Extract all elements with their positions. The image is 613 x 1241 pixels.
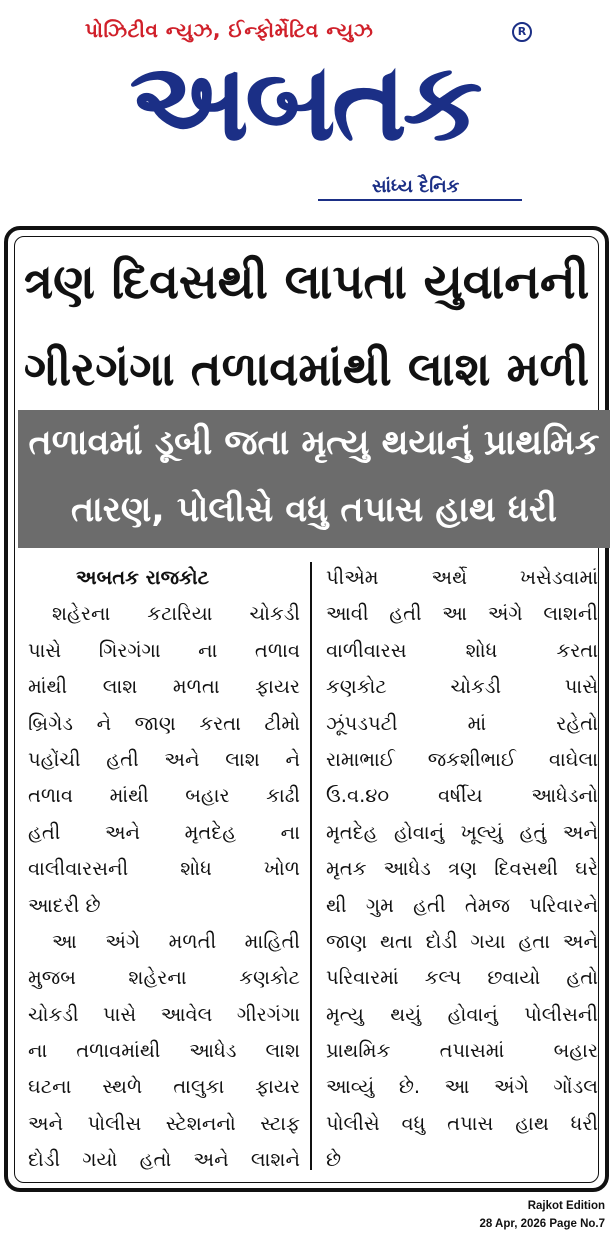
article-subheadline [18, 410, 610, 548]
masthead-subtitle: સાંધ્ય દૈનિક [372, 176, 460, 197]
body-line: ચોકડી પાસે આવેલ ગીરગંગા [28, 1002, 300, 1026]
article-column-right [326, 560, 598, 1179]
body-line: પરિવારમાં કલ્પ છવાયો હતો [326, 966, 598, 990]
body-line: પહોંચી હતી અને લાશ ને [28, 747, 300, 771]
body-line: કણકોટ ચોકડી પાસે [326, 675, 598, 699]
newspaper-logo[interactable] [84, 40, 524, 165]
body-line: હતી અને મૃતદેહ ના [28, 820, 300, 844]
registered-trademark-icon: R [512, 22, 532, 42]
body-line: મૃતક આધેડ ત્રણ દિવસથી ઘરે [326, 857, 598, 881]
column-divider [310, 562, 312, 1170]
body-line: માંથી લાશ મળતા ફાયર [28, 675, 300, 699]
body-line: જાણ થતા દોડી ગયા હતા અને [326, 929, 598, 953]
body-line: વાળીવારસ શોધ કરતા [326, 638, 598, 662]
page-footer [479, 1197, 605, 1233]
body-line: રામાભાઈ જકશીભાઈ વાઘેલા [326, 747, 598, 771]
body-line: મૃત્યુ થયું હોવાનું પોલીસની [326, 1002, 598, 1026]
body-line: પાસે ગિરગંગા ના તળાવ [28, 638, 300, 662]
body-line: ના તળાવમાંથી આધેડ લાશ [28, 1039, 300, 1063]
body-line: અને પોલીસ સ્ટેશનનો સ્ટાફ [28, 1111, 300, 1135]
body-line: છે [326, 1148, 342, 1172]
logo-text: અબતક [129, 40, 479, 165]
headline-line: ત્રણ દિવસથી લાપતા યુવાનની [23, 255, 590, 310]
body-line: આદરી છે [28, 893, 101, 917]
edition-label: Rajkot Edition [527, 1200, 605, 1212]
body-line: મુજબ શહેરના કણકોટ [28, 966, 300, 990]
body-line: પ્રાથમિક તપાસમાં બહાર [326, 1039, 598, 1063]
body-line: વાલીવારસની શોધ ખોળ [28, 857, 300, 881]
body-line: ઘટના સ્થળે તાલુકા ફાયર [28, 1075, 300, 1099]
article-headline [18, 240, 595, 412]
body-line: ઝૂંપડપટી માં રહેતો [326, 711, 598, 735]
date-page-label: 28 Apr, 2026 Page No.7 [479, 1218, 605, 1230]
masthead-tagline: પોઝિટીવ ન્યુઝ, ઈન્ફોર્મેટિવ ન્યુઝ [85, 18, 374, 42]
body-line: ઉ.વ.૪૦ વર્ષીય આધેડનો [326, 784, 598, 808]
masthead [0, 0, 613, 222]
body-line: આવ્યું છે. આ અંગે ગોંડલ [326, 1075, 598, 1099]
body-line: દોડી ગયો હતો અને લાશને [28, 1148, 300, 1172]
subheadline-line: તારણ, પોલીસે વધુ તપાસ હાથ ધરી [71, 490, 557, 530]
body-line: બ્રિગેડ ને જાણ કરતા ટીમો [28, 711, 300, 735]
body-line: મૃતદેહ હોવાનું ખૂલ્યું હતું અને [326, 820, 598, 844]
body-line: આવી હતી આ અંગે લાશની [326, 602, 598, 626]
body-line: તળાવ માંથી બહાર કાઢી [28, 784, 300, 808]
subheadline-line: તળાવમાં ડૂબી જતા મૃત્યુ થયાનું પ્રાથમિક [28, 423, 600, 463]
body-line: પોલીસે વધુ તપાસ હાથ ધરી [326, 1111, 598, 1135]
article-column-left [28, 560, 300, 1179]
body-line: પીએમ અર્થે ખસેડવામાં [326, 566, 598, 589]
body-line: શહેરના કટારિયા ચોકડી [52, 602, 300, 626]
article-byline: અબતક રાજકોટ [76, 566, 210, 589]
body-line: થી ગુમ હતી તેમજ પરિવારને [326, 893, 598, 917]
headline-line: ગીરગંગા તળાવમાંથી લાશ મળી [23, 342, 590, 396]
body-line: આ અંગે મળતી માહિતી [52, 929, 300, 953]
subtitle-underline [318, 199, 522, 201]
